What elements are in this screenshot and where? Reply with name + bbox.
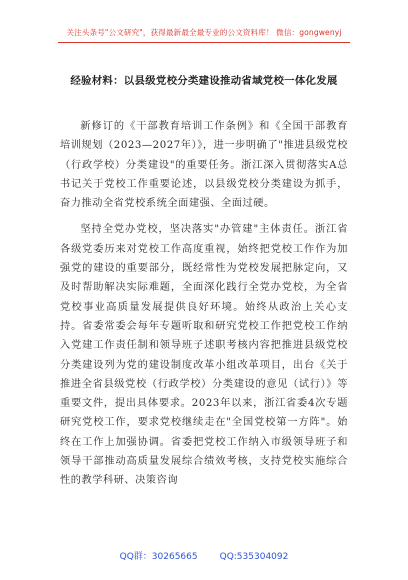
header-note: 关注头条号"公文研究"，获得最新最全最专业的公文资料库！ 微信：gongwenyj <box>66 28 342 37</box>
document-body <box>60 117 348 491</box>
paragraph: 坚持全党办党校，坚决落实"办管建"主体责任。浙江省各级党委历来对党校工作高度重视，始终把党校工作作为加强党的建设的重要部分，既经常性为党校发展把脉定向，又及时帮助解决实际难题，全面深化践行全党办党校，为全省党校事业高质量发展提供良好环境。始终从政治上关心支持。省委常委会每年专题听取和研究党校工作把党校工作纳入党建工作责任制和领导班子述职考核内容把推进县级党校分类建设列为党的建设制度改革小组改革项目，出台《关于推进全省县级党校（行政学校）分类建设的意见（试行）》等重要文件，提出具体要求。2023年以来，浙江省委4次专题研究党校工作，要求党校继续走在"全国党校第一方阵"。始终在工作上加强协调。省委把党校工作纳入市级领导班子和领导干部推动高质量发展综合绩效考核，支持党校实施综合性的教学科研、决策咨询 <box>60 224 348 487</box>
footer-qq-group: QQ群：30265665 <box>119 552 198 562</box>
footer-contact <box>0 549 408 562</box>
header-divider <box>58 42 350 43</box>
footer-qq-number: QQ:535304092 <box>219 552 289 562</box>
document-title: 经验材料：以县级党校分类建设推动省域党校一体化发展 <box>70 75 338 87</box>
paragraph: 新修订的《干部教育培训工作条例》和《全国干部教育培训规划（2023—2027年）》，进一步明确了"推进县级党校（行政学校）分类建设"的重要任务。浙江深入贯彻落实A总书记关于党校工作重要论述，以县级党校分类建设为抓手，奋力推动全省党校系统全面建强、全面过硬。 <box>60 121 348 210</box>
